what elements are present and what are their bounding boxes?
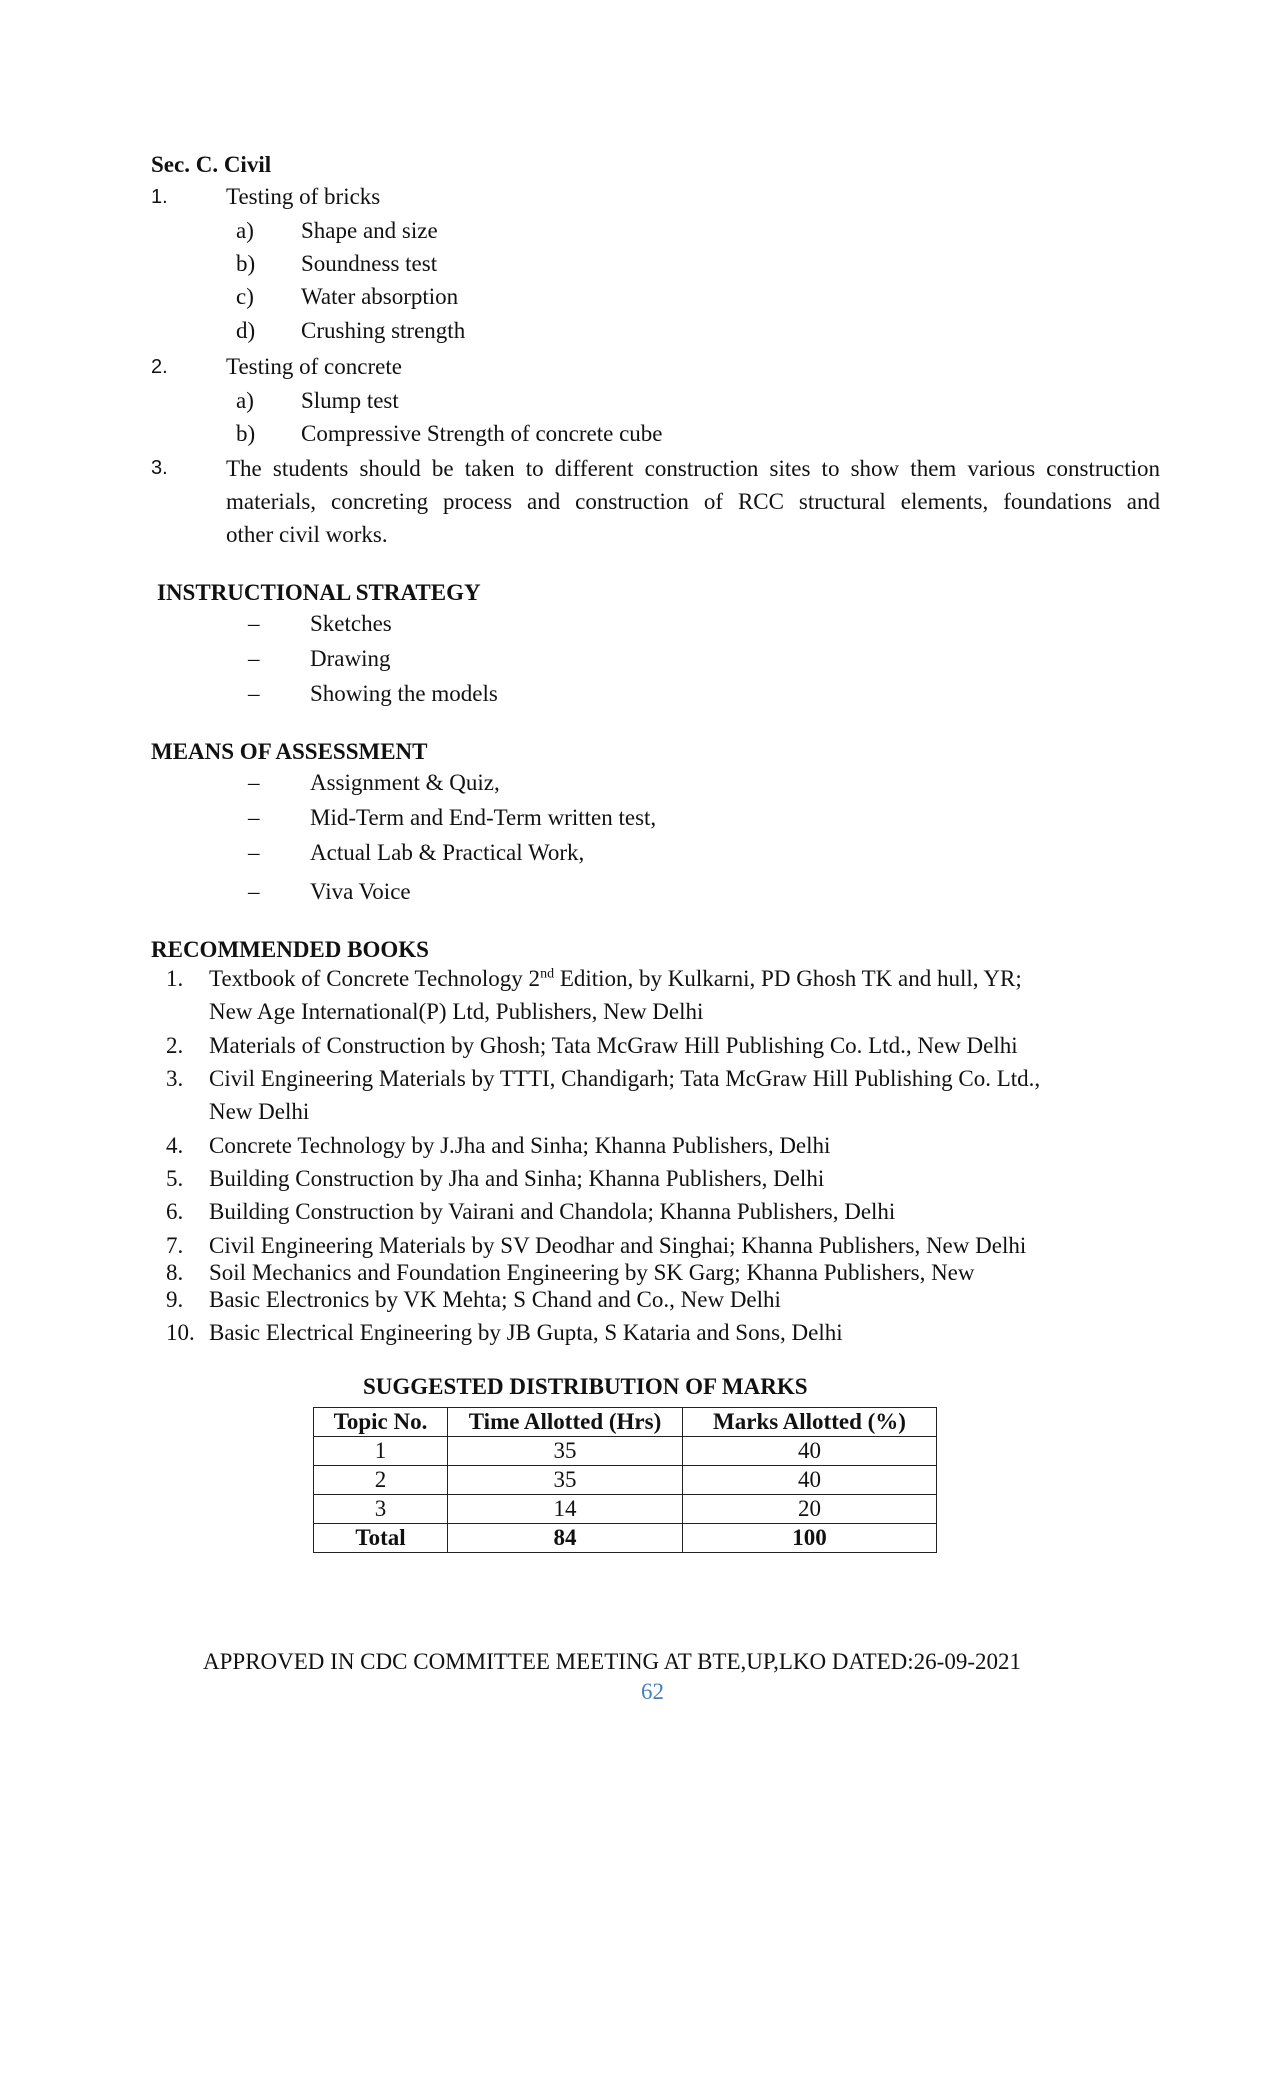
book-number: 8. [166, 1260, 184, 1285]
book-text: Building Construction by Vairani and Chandola; Khanna Publishers, Delhi [209, 1199, 896, 1224]
item-number: 2. [151, 356, 168, 378]
table-header-cell: Time Allotted (Hrs) [448, 1408, 683, 1437]
dash-bullet: – [248, 646, 260, 671]
subitem-letter: b) [236, 421, 256, 446]
book-text: Basic Electronics by VK Mehta; S Chand and Co., New Delhi [209, 1287, 781, 1312]
list-item: Sketches [310, 611, 392, 636]
dash-bullet: – [248, 879, 260, 904]
table-total-cell: 84 [448, 1524, 683, 1553]
table-header-cell: Marks Allotted (%) [683, 1408, 937, 1437]
dash-bullet: – [248, 611, 260, 636]
book-text: Edition, by Kulkarni, PD Ghosh TK and hull, YR; [554, 966, 1022, 991]
recommended-books-heading: RECOMMENDED BOOKS [151, 937, 429, 962]
table-cell: 35 [448, 1437, 683, 1466]
list-item: Assignment & Quiz, [310, 770, 500, 795]
table-cell: 3 [314, 1495, 448, 1524]
subitem-text: Soundness test [301, 251, 438, 276]
table-total-cell: 100 [683, 1524, 937, 1553]
table-row [314, 1437, 937, 1466]
list-item: Mid-Term and End-Term written test, [310, 805, 657, 830]
subitem-letter: a) [236, 388, 254, 413]
book-number: 7. [166, 1233, 184, 1258]
item-paragraph [226, 452, 1160, 551]
instructional-strategy-heading: INSTRUCTIONAL STRATEGY [157, 580, 481, 605]
subitem-text: Shape and size [301, 218, 438, 243]
book-text: Materials of Construction by Ghosh; Tata McGraw Hill Publishing Co. Ltd., New Delhi [209, 1033, 1018, 1058]
book-text: Civil Engineering Materials by SV Deodhar and Singhai; Khanna Publishers, New Delhi [209, 1233, 1027, 1258]
table-row [314, 1495, 937, 1524]
subitem-text: Compressive Strength of concrete cube [301, 421, 663, 446]
table-cell: 40 [683, 1437, 937, 1466]
book-text: Textbook of Concrete Technology 2 [209, 966, 541, 991]
marks-table [313, 1407, 937, 1553]
means-of-assessment-heading: MEANS OF ASSESSMENT [151, 739, 428, 764]
book-text: Civil Engineering Materials by TTTI, Chandigarh; Tata McGraw Hill Publishing Co. Ltd., [209, 1066, 1041, 1091]
book-number: 9. [166, 1287, 184, 1312]
book-number: 3. [166, 1066, 184, 1091]
item-number: 1. [151, 186, 168, 208]
book-number: 4. [166, 1133, 184, 1158]
book-text: New Age International(P) Ltd, Publishers, New Delhi [209, 999, 704, 1024]
table-cell: 2 [314, 1466, 448, 1495]
book-text: Building Construction by Jha and Sinha; Khanna Publishers, Delhi [209, 1166, 825, 1191]
book-text: Soil Mechanics and Foundation Engineering by SK Garg; Khanna Publishers, New [209, 1260, 975, 1285]
table-cell: 14 [448, 1495, 683, 1524]
superscript: nd [540, 966, 555, 982]
dash-bullet: – [248, 840, 260, 865]
paragraph-line: other civil works. [226, 522, 388, 547]
table-cell: 20 [683, 1495, 937, 1524]
book-number: 1. [166, 966, 184, 991]
item-title: Testing of concrete [226, 354, 402, 379]
section-heading: Sec. C. Civil [151, 152, 272, 177]
table-cell: 35 [448, 1466, 683, 1495]
book-number: 2. [166, 1033, 184, 1058]
item-title: Testing of bricks [226, 184, 381, 209]
book-number: 10. [166, 1320, 195, 1345]
item-number: 3. [151, 457, 168, 479]
table-header-row [314, 1408, 937, 1437]
table-title: SUGGESTED DISTRIBUTION OF MARKS [363, 1374, 808, 1399]
list-item: Viva Voice [310, 879, 411, 904]
paragraph-line: materials, concreting process and construction of RCC structural elements, foundations and [226, 489, 1160, 514]
table-header-cell: Topic No. [314, 1408, 448, 1437]
subitem-text: Crushing strength [301, 318, 466, 343]
approval-footer: APPROVED IN CDC COMMITTEE MEETING AT BTE,UP,LKO DATED:26-09-2021 [203, 1649, 1021, 1674]
book-entry [209, 966, 1022, 992]
book-number: 5. [166, 1166, 184, 1191]
subitem-letter: a) [236, 218, 254, 243]
table-cell: 1 [314, 1437, 448, 1466]
table-cell: 40 [683, 1466, 937, 1495]
subitem-text: Water absorption [301, 284, 459, 309]
dash-bullet: – [248, 805, 260, 830]
dash-bullet: – [248, 770, 260, 795]
paragraph-line: The students should be taken to different construction sites to show them various construction [226, 456, 1160, 481]
list-item: Showing the models [310, 681, 498, 706]
book-text: New Delhi [209, 1099, 310, 1124]
book-text: Basic Electrical Engineering by JB Gupta, S Kataria and Sons, Delhi [209, 1320, 843, 1345]
book-text: Concrete Technology by J.Jha and Sinha; Khanna Publishers, Delhi [209, 1133, 831, 1158]
subitem-letter: c) [236, 284, 254, 309]
table-row [314, 1466, 937, 1495]
table-total-cell: Total [314, 1524, 448, 1553]
dash-bullet: – [248, 681, 260, 706]
subitem-text: Slump test [301, 388, 399, 413]
book-number: 6. [166, 1199, 184, 1224]
list-item: Drawing [310, 646, 391, 671]
list-item: Actual Lab & Practical Work, [310, 840, 585, 865]
subitem-letter: b) [236, 251, 256, 276]
table-total-row [314, 1524, 937, 1553]
subitem-letter: d) [236, 318, 256, 343]
page-number: 62 [641, 1679, 664, 1704]
